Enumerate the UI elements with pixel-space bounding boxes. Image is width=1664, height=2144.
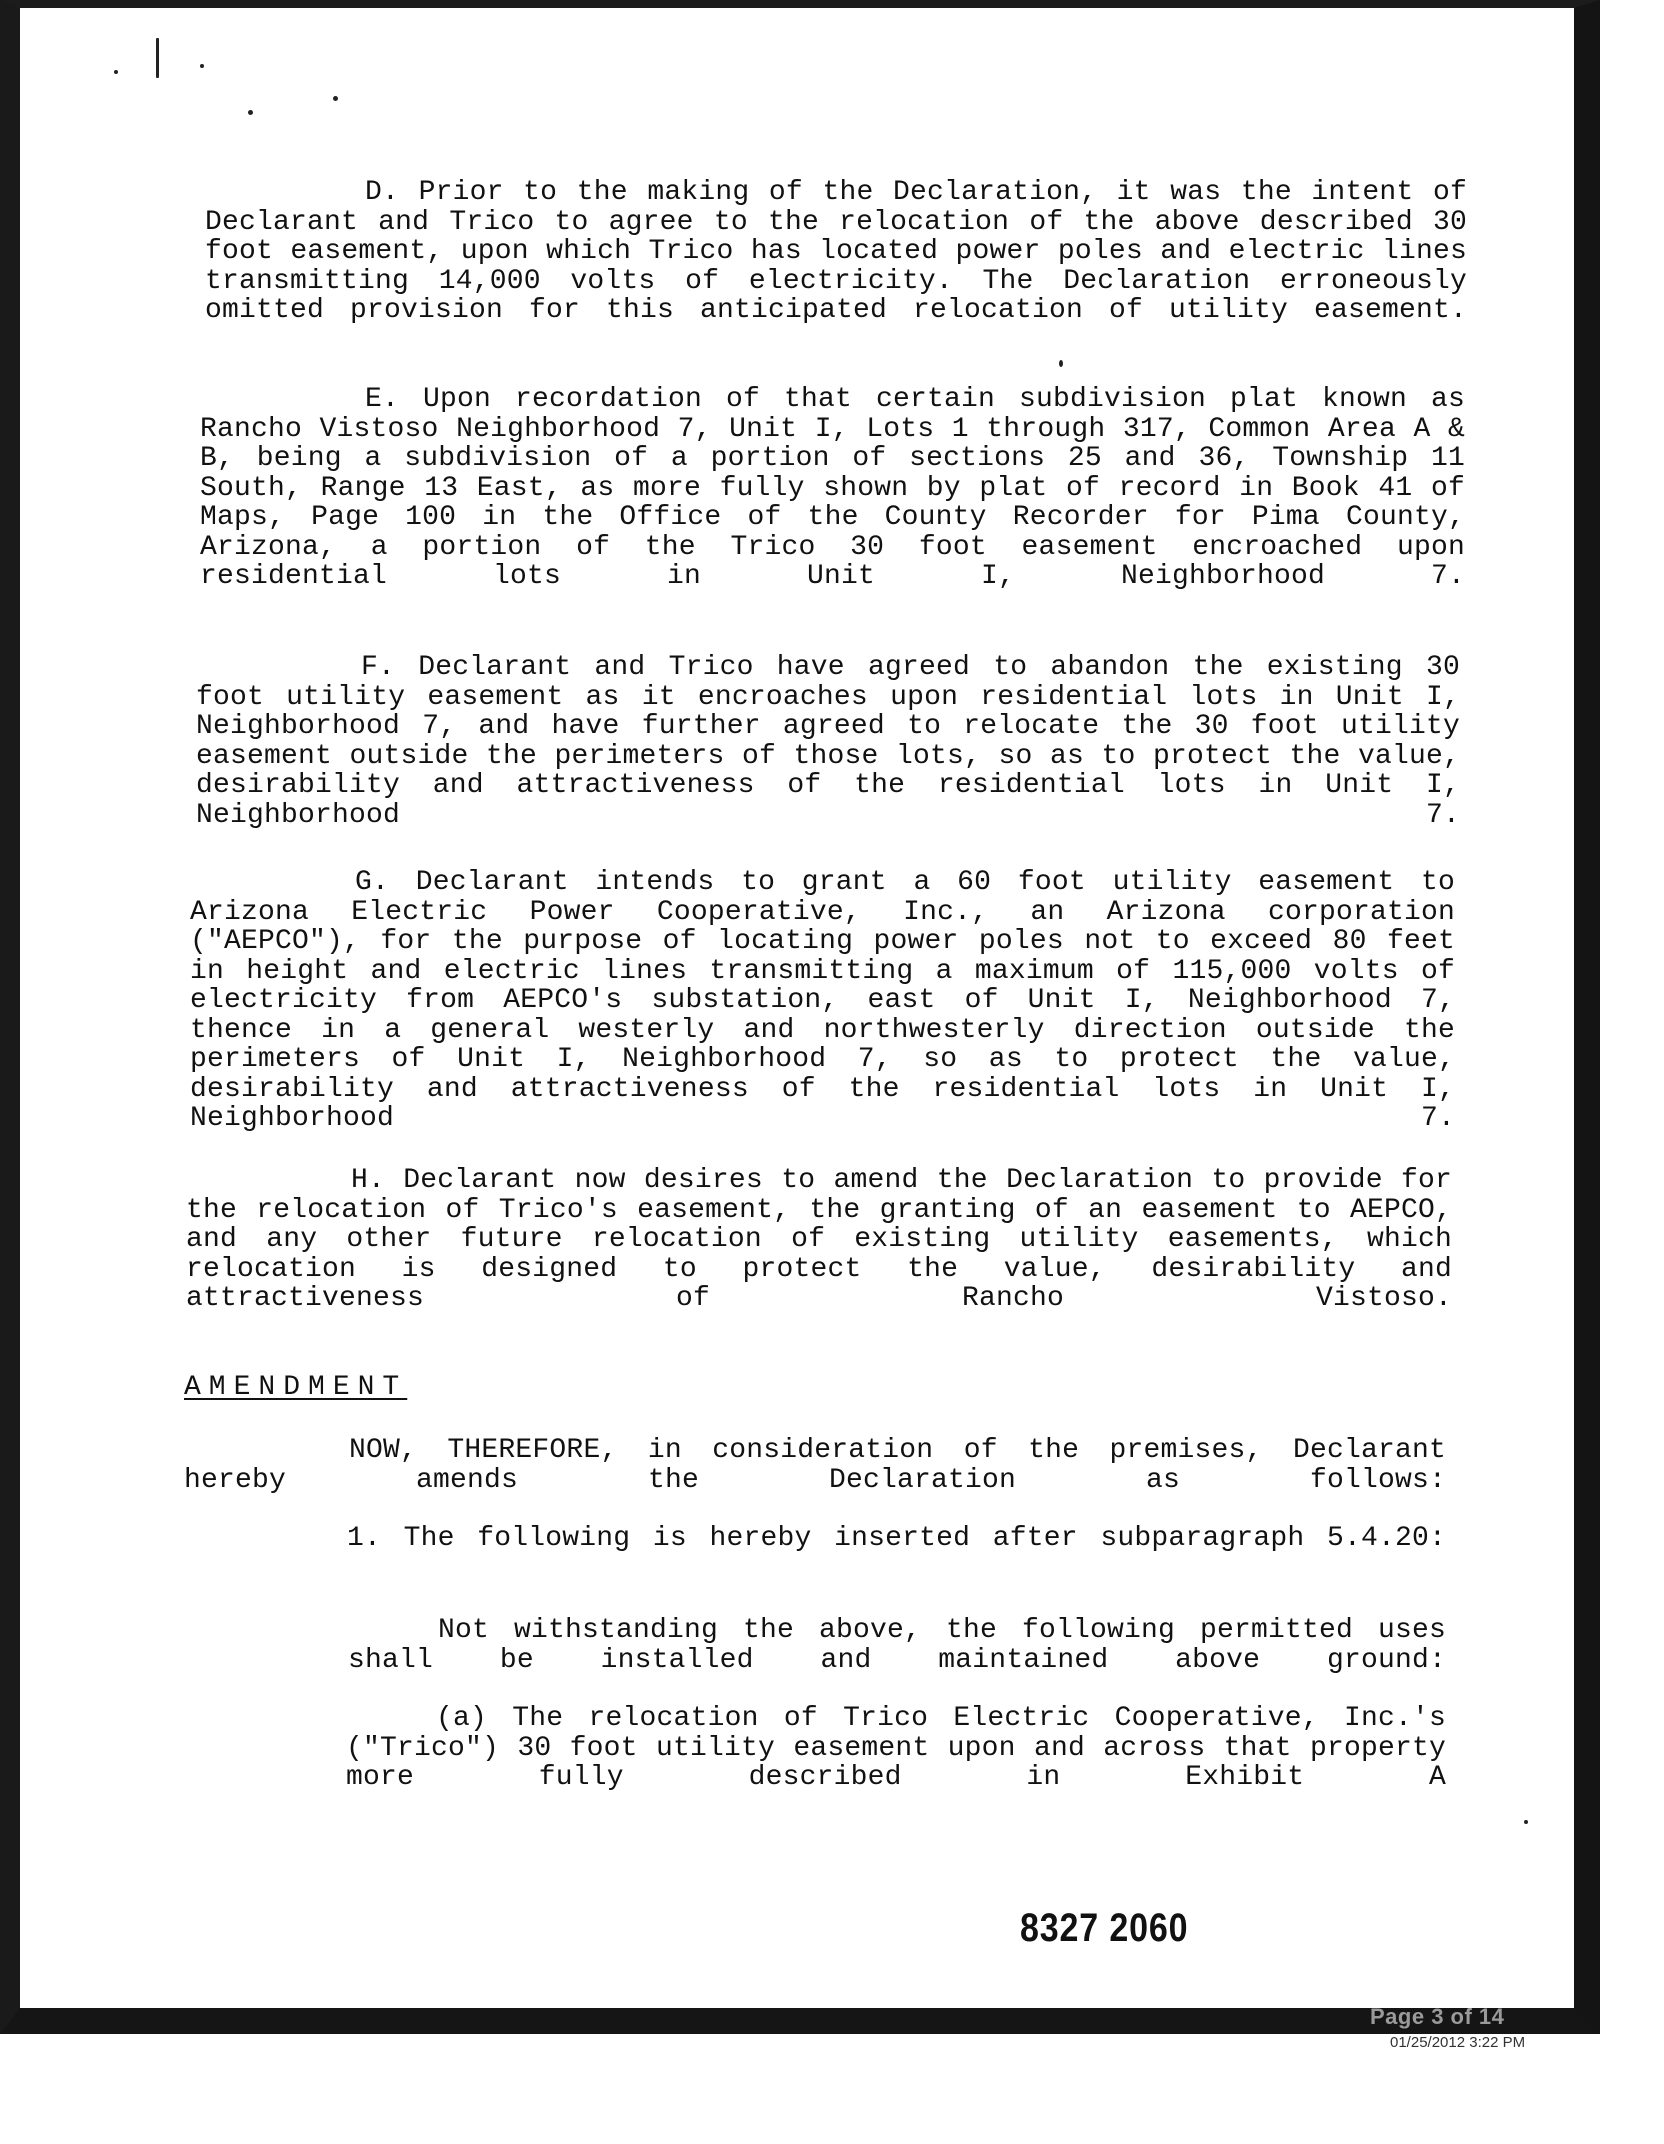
scan-speck xyxy=(248,110,253,115)
amendment-item-1: 1. The following is hereby inserted after subparagraph 5.4.20: xyxy=(347,1523,1446,1554)
amendment-item-a: (a) The relocation of Trico Electric Cooperative, Inc.'s ("Trico") 30 foot utility easement upon and across that property more fully described in Exhibit A xyxy=(346,1703,1446,1793)
scan-speck xyxy=(156,38,159,78)
paragraph-d: D. Prior to the making of the Declaration, it was the intent of Declarant and Trico to agree to the relocation of the above described 30 foot easement, upon which Trico has located power poles and electric lines transmitting 14,000 volts of electricity. The Declaration erroneously omitted provision for this anticipated relocation of utility easement. xyxy=(205,177,1467,326)
notwithstanding-clause: Not withstanding the above, the following permitted uses shall be installed and maintained above ground: xyxy=(348,1615,1446,1676)
scan-speck xyxy=(1059,360,1063,367)
amendment-intro: NOW, THEREFORE, in consideration of the premises, Declarant hereby amends the Declaration as follows: xyxy=(184,1435,1446,1496)
scan-speck xyxy=(1524,1820,1528,1824)
scan-speck xyxy=(200,64,204,68)
paragraph-h: H. Declarant now desires to amend the Declaration to provide for the relocation of Trico's easement, the granting of an easement to AEPCO, and any other future relocation of existing utility easements, which relocation is designed to protect the value, desirability and attractiveness of Rancho Vistoso. xyxy=(186,1165,1452,1314)
document-number: 8327 2060 xyxy=(1020,1906,1189,1950)
page-stamp: Page 3 of 14 xyxy=(1370,2004,1505,2029)
date-stamp: 01/25/2012 3:22 PM xyxy=(1390,2034,1526,2051)
scan-speck xyxy=(333,96,338,101)
scan-speck xyxy=(114,70,118,74)
amendment-heading: AMENDMENT xyxy=(184,1372,408,1403)
paragraph-e: E. Upon recordation of that certain subdivision plat known as Rancho Vistoso Neighborhood 7, Unit I, Lots 1 through 317, Common Area A & B, being a subdivision of a portion of sections 25 and 36, Township 11 South, Range 13 East, as more fully shown by plat of record in Book 41 of Maps, Page 100 in the Office of the County Recorder for Pima County, Arizona, a portion of the Trico 30 foot easement encroached upon residential lots in Unit I, Neighborhood 7. xyxy=(200,384,1465,592)
paragraph-f: F. Declarant and Trico have agreed to abandon the existing 30 foot utility easement as it encroaches upon residential lots in Unit I, Neighborhood 7, and have further agreed to relocate the 30 foot utility easement outside the perimeters of those lots, so as to protect the value, desirability and attractiveness of the residential lots in Unit I, Neighborhood 7. xyxy=(196,652,1460,831)
paragraph-g: G. Declarant intends to grant a 60 foot utility easement to Arizona Electric Power Cooperative, Inc., an Arizona corporation ("AEPCO"), for the purpose of locating power poles not to exceed 80 feet in height and electric lines transmitting a maximum of 115,000 volts of electricity from AEPCO's substation, east of Unit I, Neighborhood 7, thence in a general westerly and northwesterly direction outside the perimeters of Unit I, Neighborhood 7, so as to protect the value, desirability and attractiveness of the residential lots in Unit I, Neighborhood 7. xyxy=(190,867,1455,1134)
